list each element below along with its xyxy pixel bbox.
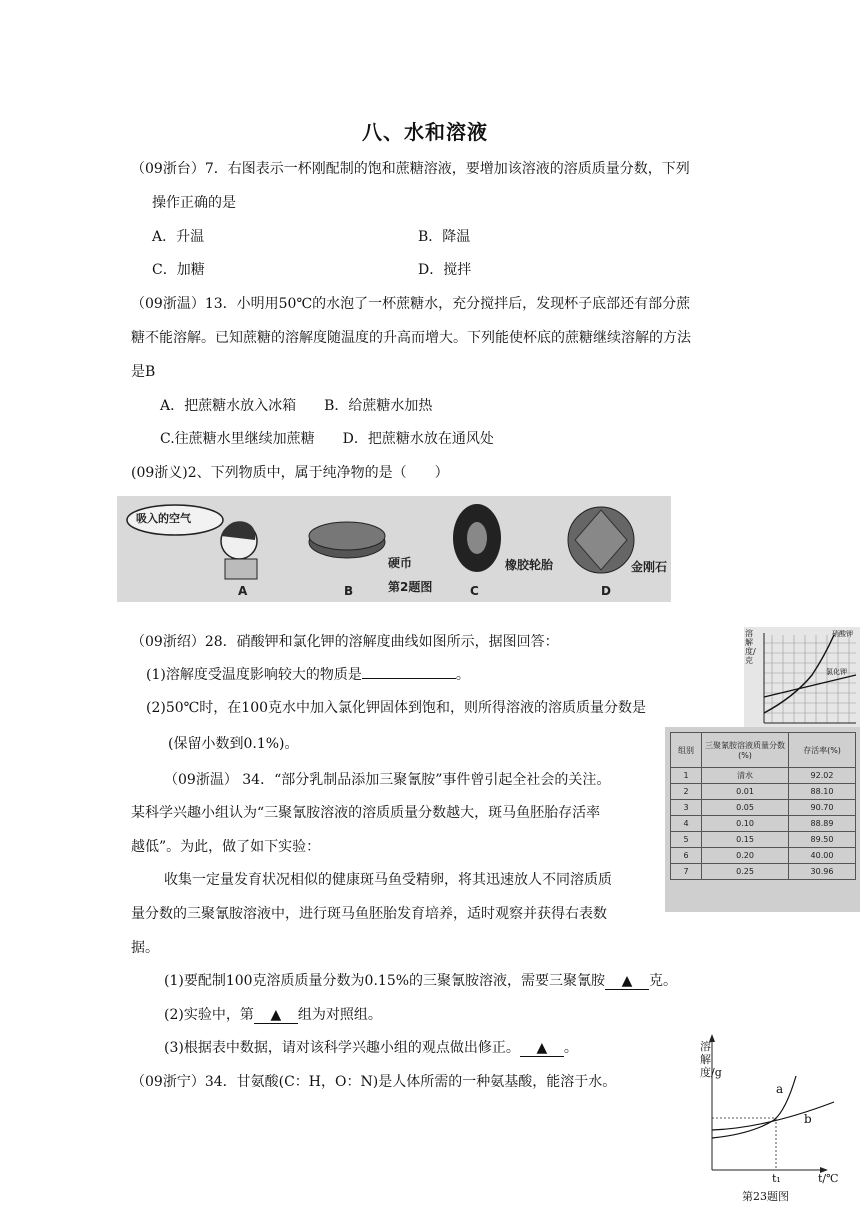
chart2-caption: 第23题图 xyxy=(742,1190,789,1203)
choice-label-d: D xyxy=(601,584,611,598)
cell-survival: 30.96 xyxy=(789,864,856,880)
q5-part3-end: 。 xyxy=(563,1040,578,1056)
cell-survival: 92.02 xyxy=(789,768,856,784)
q2-options-cd: C.往蔗糖水里继续加蔗糖 D．把蔗糖水放在通风处 xyxy=(160,431,494,447)
q5-part2-end: 组为对照组。 xyxy=(297,1007,382,1023)
header-survival: 存活率(%) xyxy=(789,733,856,768)
q5-part1-answer-blank[interactable]: ▲ xyxy=(605,973,649,990)
q4-part2: (2)50℃时，在100克水中加入氯化钾固体到饱和，则所得溶液的溶质质量分数是 xyxy=(146,700,647,716)
q5-part1-text: (1)要配制100克溶质质量分数为0.15%的三聚氰胺溶液，需要三聚氰胺 xyxy=(164,973,606,989)
q5-stem-line1: （09浙温） 34．“部分乳制品添加三聚氰胺”事件曾引起全社会的关注。 xyxy=(164,772,611,788)
q1-option-b: B．降温 xyxy=(418,229,471,245)
choice-label-b: B xyxy=(344,584,354,598)
cell-survival: 89.50 xyxy=(789,832,856,848)
kno3-curve xyxy=(764,635,834,713)
cell-group: 7 xyxy=(671,864,702,880)
q4-part2-note: (保留小数到0.1%)。 xyxy=(168,736,299,752)
solubility-chart-1-svg xyxy=(744,627,860,737)
cell-group: 3 xyxy=(671,800,702,816)
chart2-xlabel: t/℃ xyxy=(818,1172,839,1185)
diamond-label: 金刚石 xyxy=(631,560,668,574)
cell-survival: 90.70 xyxy=(789,800,856,816)
header-group: 组别 xyxy=(671,733,702,768)
t1-label: t₁ xyxy=(772,1172,781,1185)
chart1-ylabel: 溶解度/克 xyxy=(745,629,756,665)
cell-group: 2 xyxy=(671,784,702,800)
coin-label: 硬币 xyxy=(388,556,413,570)
table-row xyxy=(671,848,856,864)
table-row xyxy=(671,768,856,784)
cell-concentration: 0.25 xyxy=(702,864,789,880)
cell-group: 6 xyxy=(671,848,702,864)
cell-survival: 88.10 xyxy=(789,784,856,800)
q1-option-a: A．升温 xyxy=(152,229,205,245)
table-row xyxy=(671,864,856,880)
bubble-text: 吸入的空气 xyxy=(136,512,191,525)
q1-option-c: C．加糖 xyxy=(152,262,205,278)
cell-concentration: 清水 xyxy=(702,768,789,784)
q5-stem-line6: 据。 xyxy=(131,940,159,956)
table-row xyxy=(671,784,856,800)
cell-concentration: 0.15 xyxy=(702,832,789,848)
q4-part1-end: 。 xyxy=(455,667,470,683)
q2-stem-line1: （09浙温）13．小明用50℃的水泡了一杯蔗糖水，充分搅拌后，发现杯子底部还有部分蔗 xyxy=(131,296,691,312)
q1-stem-line1: （09浙台）7．右图表示一杯刚配制的饱和蔗糖溶液，要增加该溶液的溶质质量分数，下列 xyxy=(131,161,690,177)
q2-stem-line3: 是B xyxy=(131,364,156,380)
q5-stem-line4: 收集一定量发育状况相似的健康斑马鱼受精卵，将其迅速放人不同溶质质 xyxy=(164,872,612,888)
chart2-ylabel: 溶解度/g xyxy=(700,1040,722,1079)
q5-part3-text: (3)根据表中数据，请对该科学兴趣小组的观点做出修正。 xyxy=(164,1040,520,1056)
q4-part1-text: (1)溶解度受温度影响较大的物质是 xyxy=(146,667,362,683)
cell-survival: 40.00 xyxy=(789,848,856,864)
cell-concentration: 0.20 xyxy=(702,848,789,864)
choice-label-a: A xyxy=(238,584,248,598)
q1-stem-line2: 操作正确的是 xyxy=(152,195,236,211)
table-row xyxy=(671,832,856,848)
q6-stem: （09浙宁）34．甘氨酸(C：H，O：N)是人体所需的一种氨基酸，能溶于水。 xyxy=(131,1074,617,1090)
q2-options-ab: A．把蔗糖水放入冰箱 B．给蔗糖水加热 xyxy=(160,398,433,414)
q5-stem-line5: 量分数的三聚氰胺溶液中，进行斑马鱼胚胎发育培养，适时观察并获得右表数 xyxy=(131,906,607,922)
q5-part1 xyxy=(164,970,677,990)
melamine-table-grid xyxy=(670,732,856,880)
q5-part3-answer-blank[interactable]: ▲ xyxy=(520,1040,564,1057)
curve-b-label: b xyxy=(804,1112,812,1126)
cell-concentration: 0.05 xyxy=(702,800,789,816)
q4-part1 xyxy=(146,664,470,684)
q5-part2-text: (2)实验中，第 xyxy=(164,1007,254,1023)
q5-stem-line3: 越低”。为此，做了如下实验： xyxy=(131,839,321,855)
q5-part2 xyxy=(164,1004,382,1024)
cell-group: 5 xyxy=(671,832,702,848)
q5-part3 xyxy=(164,1037,578,1057)
solubility-chart-1 xyxy=(744,627,860,737)
curve-b xyxy=(712,1102,834,1130)
q4-part1-answer-blank[interactable] xyxy=(362,678,456,679)
cell-concentration: 0.10 xyxy=(702,816,789,832)
melamine-table xyxy=(665,727,860,912)
q3-figure xyxy=(117,496,671,602)
cell-survival: 88.89 xyxy=(789,816,856,832)
q3-stem: (09浙义)2、下列物质中，属于纯净物的是（ ） xyxy=(131,465,449,481)
cell-group: 1 xyxy=(671,768,702,784)
solubility-chart-2 xyxy=(696,1034,846,1204)
cell-concentration: 0.01 xyxy=(702,784,789,800)
q2-stem-line2: 糖不能溶解。已知蔗糖的溶解度随温度的升高而增大。下列能使杯底的蔗糖继续溶解的方法 xyxy=(131,330,691,346)
figure-caption: 第2题图 xyxy=(388,580,433,594)
table-row xyxy=(671,816,856,832)
page-title: 八、水和溶液 xyxy=(362,120,488,144)
tire-label: 橡胶轮胎 xyxy=(505,558,554,572)
choice-label-c: C xyxy=(470,584,479,598)
kcl-label: 氯化钾 xyxy=(826,668,847,676)
q4-stem: （09浙绍）28．硝酸钾和氯化钾的溶解度曲线如图所示，据图回答： xyxy=(131,634,559,650)
curve-a-label: a xyxy=(776,1082,784,1096)
q5-stem-line2: 某科学兴趣小组认为“三聚氰胺溶液的溶质质量分数越大，斑马鱼胚胎存活率 xyxy=(131,805,601,821)
cell-group: 4 xyxy=(671,816,702,832)
q1-option-d: D．搅拌 xyxy=(418,262,472,278)
header-concentration: 三聚氰胺溶液质量分数(%) xyxy=(702,733,789,768)
table-row xyxy=(671,800,856,816)
table-header-row xyxy=(671,733,856,768)
kno3-label: 硝酸钾 xyxy=(832,630,853,638)
q5-part2-answer-blank[interactable]: ▲ xyxy=(254,1007,298,1024)
q5-part1-end: 克。 xyxy=(649,973,678,989)
